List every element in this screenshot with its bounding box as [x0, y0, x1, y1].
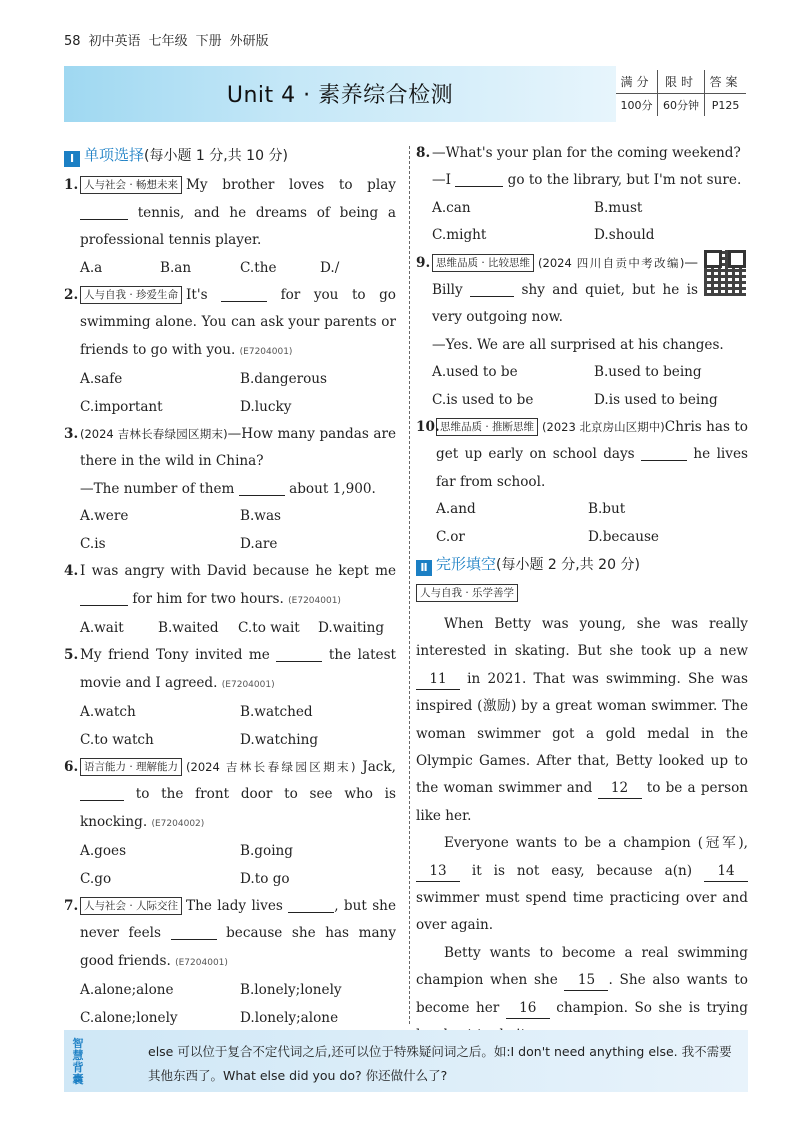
q6-option-a[interactable]: A.goes	[80, 843, 127, 860]
q9-option-b[interactable]: B.used to being	[594, 364, 702, 381]
q10-tag: 思维品质 · 推断思维	[436, 418, 538, 436]
q4-option-b[interactable]: B.waited	[158, 619, 219, 636]
q1-option-b[interactable]: B.an	[160, 259, 192, 276]
q9-text2: shy and quiet, but he is very outgoing now.	[432, 282, 698, 326]
passage-paragraph-2	[416, 830, 748, 940]
question-2	[64, 282, 396, 366]
q9-option-c[interactable]: C.is used to be	[432, 391, 534, 408]
q5-option-b[interactable]: B.watched	[240, 704, 313, 721]
q2-code: (E7204001)	[239, 346, 293, 357]
question-5	[64, 642, 396, 699]
q1-text1: My brother loves to play	[186, 177, 396, 194]
q10-option-c[interactable]: C.or	[436, 528, 465, 545]
q8-number: 8.	[416, 145, 431, 161]
q5-text2: the latest movie and I agreed.	[80, 647, 397, 691]
tip-box	[64, 1030, 748, 1092]
q4-number: 4.	[64, 563, 79, 580]
q9-number: 9.	[416, 254, 431, 271]
q6-option-d[interactable]: D.to go	[240, 870, 290, 887]
q5-options-2	[64, 727, 396, 754]
q8-text1: —What's your plan for the coming weekend?	[432, 145, 741, 161]
q3-option-d[interactable]: D.are	[240, 535, 278, 552]
volume: 下册	[195, 34, 222, 49]
q3-options-2	[64, 531, 396, 558]
q5-option-d[interactable]: D.watching	[240, 731, 319, 748]
answer-label: 答案	[705, 70, 746, 94]
left-column	[64, 142, 396, 1032]
answer-page: P125	[705, 94, 746, 117]
q6-text2: to the front door to see who is knocking.	[80, 786, 396, 830]
q8-options-2	[416, 222, 748, 249]
q4-code: (E7204001)	[288, 595, 341, 606]
q6-tag: 语言能力 · 理解能力	[80, 758, 182, 776]
q6-text1: Jack,	[362, 758, 396, 775]
q3-option-c[interactable]: C.is	[80, 535, 106, 552]
q10-options	[416, 496, 748, 523]
q1-option-d[interactable]: D./	[320, 259, 340, 276]
q2-text1: It's	[186, 287, 208, 304]
q5-code: (E7204001)	[221, 679, 275, 690]
q2-blank[interactable]	[221, 288, 267, 302]
q7-options	[64, 977, 396, 1004]
q2-number: 2.	[64, 287, 79, 304]
q3-source: (2024 吉林长春绿园区期末)	[80, 427, 228, 442]
question-6	[64, 754, 396, 838]
q10-source: (2023 北京房山区期中)	[542, 420, 665, 435]
q7-option-d[interactable]: D.lonely;alone	[240, 1009, 339, 1026]
q7-text1: The lady lives	[186, 897, 283, 914]
q6-blank[interactable]	[80, 787, 124, 801]
q1-tag: 人与社会 · 畅想未来	[80, 176, 182, 194]
q9-options	[416, 359, 748, 386]
q10-text1: Chris has to get up early on school days	[436, 419, 748, 463]
q7-option-a[interactable]: A.alone;alone	[80, 982, 174, 999]
q4-blank[interactable]	[80, 592, 128, 606]
q1-text2: tennis, and he dreams of being a professional tennis player.	[80, 204, 396, 249]
q7-option-b[interactable]: B.lonely;lonely	[240, 982, 342, 999]
q2-options	[64, 366, 396, 393]
q8-option-d[interactable]: D.should	[594, 227, 655, 244]
q3-options	[64, 503, 396, 530]
q7-tag: 人与社会 · 人际交往	[80, 897, 182, 915]
q9-options-2	[416, 387, 748, 414]
section1-number: Ⅰ	[64, 151, 80, 167]
q10-number: 10.	[416, 419, 440, 436]
q4-option-d[interactable]: D.waiting	[318, 619, 385, 636]
q4-text1: I was angry with David because he kept me	[80, 563, 396, 580]
q2-text2: for you to go swimming alone. You can ask your parents or friends to go with you.	[80, 287, 396, 358]
q4-options	[64, 615, 396, 642]
q7-text3: because she has many good friends.	[80, 925, 397, 969]
q7-blank1[interactable]	[288, 899, 334, 913]
p3-text-b: . She also wants to become her	[416, 972, 748, 1016]
full-score-value: 100分	[620, 99, 653, 112]
section2-heading	[416, 551, 748, 579]
p1-text-b: in 2021. That was swimming. She was inspired (激励) by a great woman swimmer. The woman swimmer got a gold medal in the Olympic Games. After that, Betty looked up to the woman swimmer and	[416, 670, 748, 797]
q2-options-2	[64, 394, 396, 421]
q1-blank[interactable]	[80, 206, 128, 220]
q3-text2: —The number of them	[80, 480, 235, 497]
q8-text3: go to the library, but I'm not sure.	[507, 172, 742, 189]
q6-options	[64, 838, 396, 865]
running-header	[64, 30, 277, 49]
p3-text-a: Betty wants to become a real swimming champion when she	[416, 944, 748, 989]
subject: 初中英语	[88, 34, 141, 49]
q4-option-a[interactable]: A.wait	[80, 619, 124, 636]
q7-number: 7.	[64, 897, 79, 914]
question-8	[416, 140, 748, 167]
q3-option-a[interactable]: A.were	[80, 508, 129, 525]
page-number: 58	[64, 34, 81, 49]
q7-option-c[interactable]: C.alone;lonely	[80, 1009, 178, 1026]
q8-option-c[interactable]: C.might	[432, 227, 487, 244]
q8-option-b[interactable]: B.must	[594, 199, 643, 216]
gap-13[interactable]: 13	[416, 861, 460, 882]
unit-banner	[64, 66, 616, 122]
q2-option-a[interactable]: A.safe	[80, 371, 123, 388]
q8-blank[interactable]	[455, 173, 503, 187]
question-9	[416, 250, 748, 332]
section2-tag: 人与自我 · 乐学善学	[416, 584, 518, 602]
section2-number: Ⅱ	[416, 560, 432, 576]
p1-text-c: to be a person like her.	[416, 780, 749, 824]
q3-text1: —How many pandas are there in the wild in China?	[80, 426, 396, 470]
q9-blank[interactable]	[470, 283, 514, 297]
tip-text: else 可以位于复合不定代词之后,还可以位于特殊疑问词之后。如:I don't need anything else. 我不需要其他东西了。What else did you do? 你还做什么了?	[148, 1044, 732, 1083]
q9-text1: —Billy	[432, 254, 698, 299]
q9-line3	[416, 332, 748, 359]
q1-option-a[interactable]: A.a	[80, 259, 103, 276]
q10-text2: he lives far from school.	[436, 446, 748, 490]
section2-title: 完形填空	[436, 555, 497, 574]
q7-code: (E7204001)	[175, 957, 228, 968]
q10-option-a[interactable]: A.and	[436, 501, 476, 518]
q10-blank[interactable]	[641, 447, 687, 461]
q8-options	[416, 195, 748, 222]
q10-option-b[interactable]: B.but	[588, 501, 626, 518]
time-limit-label: 限时	[657, 70, 704, 94]
q10-option-d[interactable]: D.because	[588, 528, 659, 545]
question-1	[64, 172, 396, 254]
q3-blank[interactable]	[239, 482, 285, 496]
q5-option-c[interactable]: C.to watch	[80, 731, 154, 748]
q9-source: (2024 四川自贡中考改编)	[538, 255, 685, 270]
q6-code: (E7204002)	[151, 818, 205, 829]
q8-line2	[416, 167, 748, 194]
right-column	[416, 140, 748, 1049]
q5-options	[64, 699, 396, 726]
q9-tag: 思维品质 · 比较思维	[432, 254, 534, 272]
edition: 外研版	[229, 34, 269, 49]
p3-text-c: champion. So she is trying	[556, 999, 748, 1016]
q7-text2: , but she never feels	[80, 897, 396, 942]
q3-option-b[interactable]: B.was	[240, 508, 282, 525]
p2-text-c: swimmer must spend time practicing over and over again.	[416, 889, 748, 934]
q9-option-a[interactable]: A.used to be	[432, 364, 518, 381]
q6-option-c[interactable]: C.go	[80, 870, 112, 887]
unit-title: Unit 4 · 素养综合检测	[226, 83, 454, 108]
time-limit-value: 60分钟	[657, 94, 704, 117]
question-7	[64, 893, 396, 977]
q5-text1: My friend Tony invited me	[80, 647, 270, 664]
q6-source: (2024 吉林长春绿园区期末)	[186, 759, 356, 774]
gap-15[interactable]: 15	[564, 970, 608, 991]
q8-option-a[interactable]: A.can	[432, 199, 471, 216]
question-4	[64, 558, 396, 615]
q6-option-b[interactable]: B.going	[240, 843, 294, 860]
section1-title: 单项选择	[84, 146, 145, 164]
column-divider	[409, 146, 410, 1024]
q7-options-2	[64, 1005, 396, 1032]
q2-option-d[interactable]: D.lucky	[240, 398, 292, 415]
passage-paragraph-1	[416, 611, 748, 830]
q3-number: 3.	[64, 426, 79, 443]
section1-heading	[64, 142, 396, 170]
grade: 七年级	[148, 34, 188, 49]
q4-option-c[interactable]: C.to wait	[238, 619, 300, 636]
score-table	[616, 70, 746, 120]
q1-number: 1.	[64, 177, 79, 194]
gap-12[interactable]: 12	[598, 778, 642, 799]
q7-blank2[interactable]	[171, 926, 217, 940]
q5-number: 5.	[64, 647, 79, 664]
section2-tag-row	[416, 580, 748, 607]
p2-text-b: it is not easy, because a(n)	[471, 862, 693, 879]
q1-options	[64, 255, 396, 282]
q10-options-2	[416, 524, 748, 551]
p1-text-a: When Betty was young, she was really interested in skating. But she took up a new	[416, 615, 748, 660]
q1-option-c[interactable]: C.the	[240, 259, 277, 276]
q5-option-a[interactable]: A.watch	[80, 704, 136, 721]
gap-14[interactable]: 14	[704, 861, 748, 882]
q9-text3: —Yes. We are all surprised at his changes.	[432, 336, 724, 353]
full-score-label: 满分	[616, 70, 657, 94]
q2-option-b[interactable]: B.dangerous	[240, 371, 328, 388]
p2-text-a: Everyone wants to be a champion (冠军),	[444, 835, 748, 852]
q3-text3: about 1,900.	[289, 480, 376, 497]
qr-code-icon[interactable]	[704, 250, 746, 296]
section1-note: (每小题 1 分,共 10 分)	[144, 148, 288, 164]
section2-note: (每小题 2 分,共 20 分)	[496, 557, 640, 574]
q8-text2: —I	[432, 172, 451, 189]
gap-11[interactable]: 11	[416, 669, 460, 690]
q6-number: 6.	[64, 758, 79, 775]
question-10	[416, 414, 748, 496]
q9-option-d[interactable]: D.is used to being	[594, 391, 718, 408]
q4-text2: for him for two hours.	[132, 590, 284, 607]
q3-line2	[64, 476, 396, 503]
question-3	[64, 421, 396, 476]
tip-label: 智慧背囊	[72, 1037, 84, 1086]
q5-blank[interactable]	[276, 648, 322, 662]
q2-tag: 人与自我 · 珍爱生命	[80, 286, 182, 304]
q2-option-c[interactable]: C.important	[80, 398, 163, 415]
q6-options-2	[64, 866, 396, 893]
gap-16[interactable]: 16	[506, 998, 550, 1019]
